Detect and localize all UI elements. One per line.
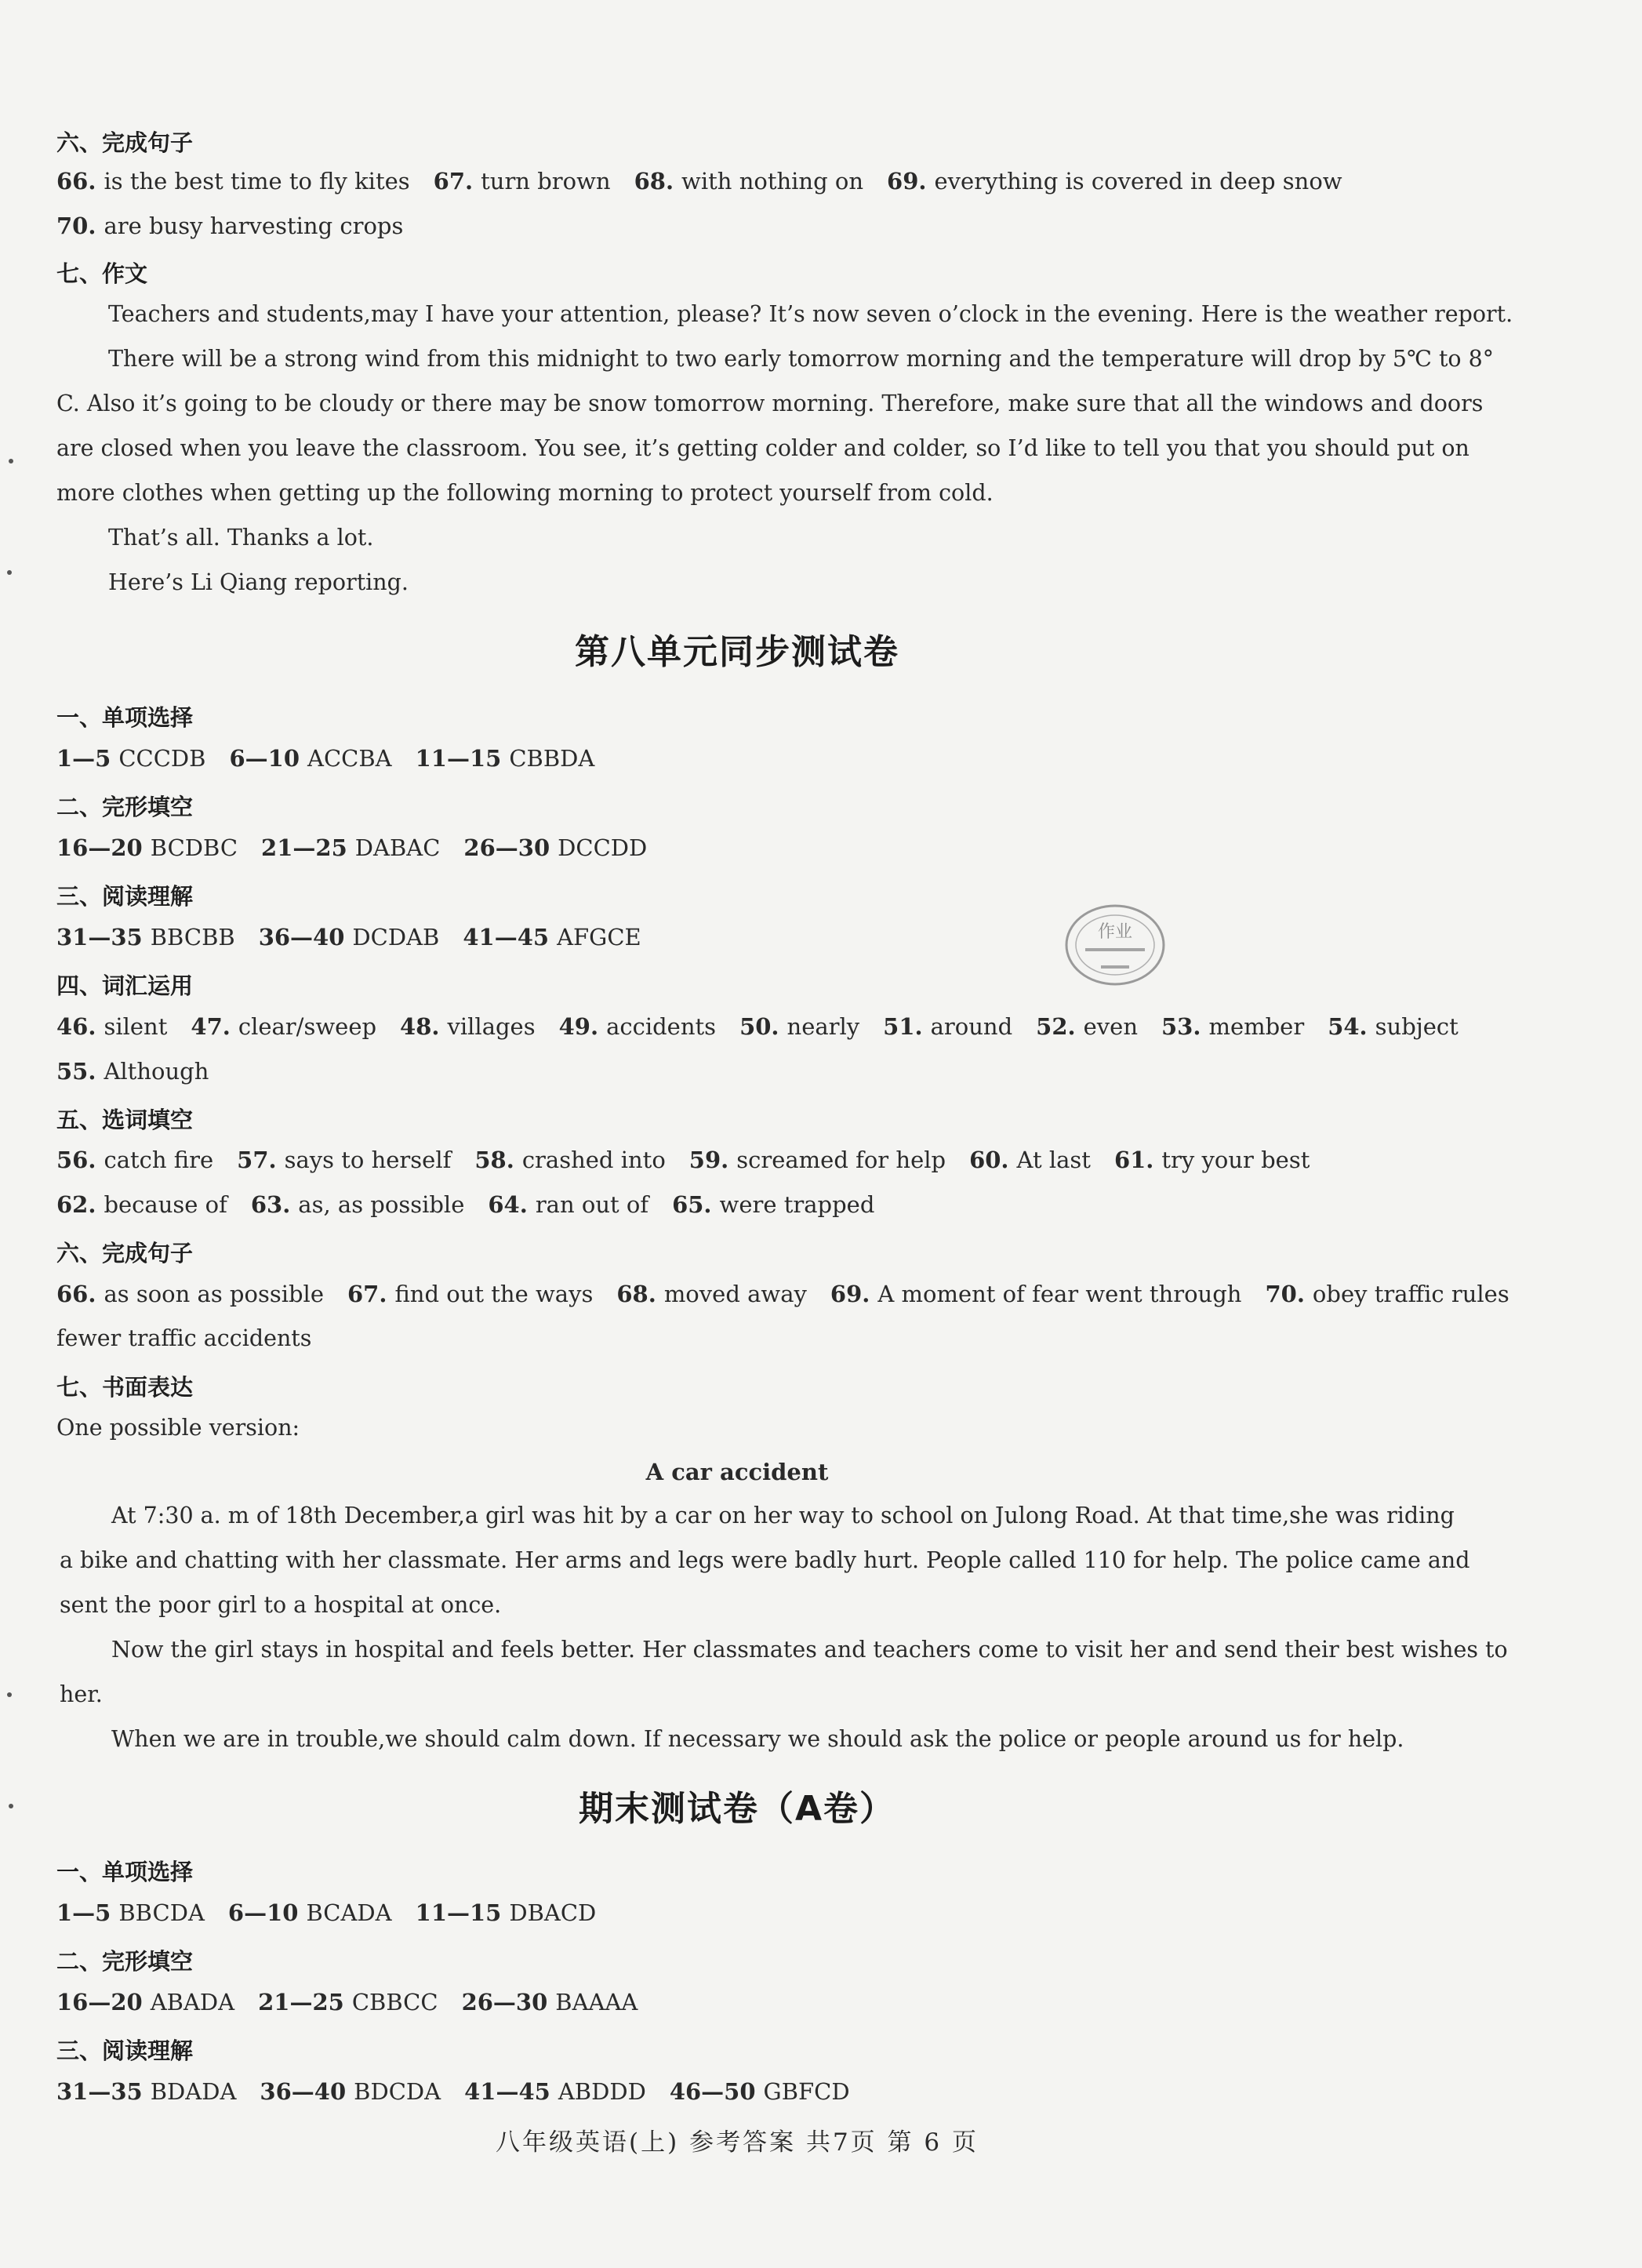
- essay-line: are closed when you leave the classroom. You see, it’s getting colder and colder, so I’d like to tell you that you should put on: [56, 435, 1469, 461]
- item-answer: turn brown: [481, 168, 611, 194]
- answer-line: [56, 213, 427, 239]
- item-answer: because of: [104, 1191, 227, 1218]
- item-answer: DCDAB: [352, 924, 440, 950]
- section-heading: 六、完成句子: [56, 129, 194, 156]
- item-answer: says to herself: [284, 1147, 452, 1173]
- answer-line: [56, 924, 665, 950]
- item-number: 67.: [347, 1281, 387, 1307]
- item-answer: CCCDB: [118, 745, 206, 772]
- item-answer: accidents: [606, 1013, 717, 1040]
- essay-line: C. Also it’s going to be cloudy or there may be snow tomorrow morning. Therefore, make sure that all the windows and doors: [56, 391, 1484, 416]
- item-answer: CBBCC: [351, 1989, 438, 2015]
- item-answer: BBCDA: [118, 1899, 205, 1926]
- item-answer: ABADA: [150, 1989, 235, 2015]
- item-number: 46.: [56, 1013, 96, 1040]
- item-number: 68.: [616, 1281, 656, 1307]
- item-answer: were trapped: [719, 1191, 875, 1218]
- item-number: 41—45: [464, 2078, 550, 2105]
- item-answer: subject: [1375, 1013, 1459, 1040]
- item-number: 6—10: [229, 745, 300, 772]
- essay-line: That’s all. Thanks a lot.: [108, 525, 374, 551]
- item-number: 67.: [433, 168, 474, 194]
- item-number: 70.: [1265, 1281, 1305, 1307]
- item-answer: DABAC: [354, 834, 441, 861]
- item-answer: ACCBA: [307, 745, 392, 772]
- section-heading: 四、词汇运用: [56, 972, 194, 999]
- item-number: 21—25: [258, 1989, 344, 2015]
- item-number: 57.: [237, 1147, 277, 1173]
- item-number: 66.: [56, 1281, 96, 1307]
- item-number: 59.: [688, 1147, 729, 1173]
- item-number: 16—20: [56, 834, 143, 861]
- item-number: 11—15: [415, 745, 502, 772]
- item-number: 52.: [1036, 1013, 1076, 1040]
- item-number: 21—25: [261, 834, 347, 861]
- item-answer: screamed for help: [736, 1147, 946, 1173]
- item-answer: Although: [104, 1058, 209, 1085]
- item-number: 36—40: [258, 924, 345, 950]
- item-number: 55.: [56, 1058, 96, 1085]
- stamp-text: 作业: [1097, 922, 1133, 942]
- item-number: 36—40: [260, 2078, 347, 2105]
- item-number: 1—5: [56, 745, 111, 772]
- item-answer: BCDBC: [150, 834, 238, 861]
- essay-line: her.: [60, 1681, 103, 1707]
- essay-line: At 7:30 a. m of 18th December,a girl was hit by a car on her way to school on Julong Road. At that time,she was riding: [111, 1503, 1455, 1528]
- item-answer: ABDDD: [558, 2078, 646, 2105]
- item-number: 61.: [1113, 1147, 1154, 1173]
- essay-line: When we are in trouble,we should calm down. If necessary we should ask the police or people around us for help.: [111, 1726, 1404, 1752]
- answer-line: [56, 1899, 619, 1926]
- essay-line: more clothes when getting up the following morning to protect yourself from cold.: [56, 480, 994, 506]
- essay-title: A car accident: [645, 1459, 829, 1485]
- item-answer: even: [1083, 1013, 1138, 1040]
- item-answer: moved away: [663, 1281, 807, 1307]
- item-answer: everything is covered in deep snow: [934, 168, 1342, 194]
- final-title: 期末测试卷（A卷）: [578, 1789, 896, 1829]
- item-number: 60.: [969, 1147, 1009, 1173]
- section-heading: 一、单项选择: [56, 704, 194, 731]
- item-answer: as soon as possible: [104, 1281, 324, 1307]
- essay-line: sent the poor girl to a hospital at once.: [60, 1592, 502, 1618]
- answer-line: [56, 1147, 1333, 1173]
- item-answer: catch fire: [104, 1147, 214, 1173]
- item-number: 69.: [830, 1281, 870, 1307]
- essay-line: Now the girl stays in hospital and feels better. Her classmates and teachers come to visit her and send their best wishes to: [111, 1637, 1508, 1663]
- item-number: 48.: [400, 1013, 440, 1040]
- essay-line: Teachers and students,may I have your attention, please? It’s now seven o’clock in the evening. Here is the weather report.: [108, 301, 1513, 327]
- version-label: One possible version:: [56, 1415, 300, 1441]
- item-answer: CBBDA: [509, 745, 595, 772]
- item-answer: At last: [1016, 1147, 1091, 1173]
- item-answer: ran out of: [535, 1191, 649, 1218]
- item-number: 46—50: [669, 2078, 756, 2105]
- unit8-title: 第八单元同步测试卷: [575, 632, 899, 672]
- item-answer: obey traffic rules: [1312, 1281, 1509, 1307]
- item-answer: around: [930, 1013, 1013, 1040]
- item-answer: is the best time to fly kites: [104, 168, 410, 194]
- section-heading: 五、选词填空: [56, 1107, 194, 1133]
- item-answer: are busy harvesting crops: [104, 213, 404, 239]
- section-heading: 三、阅读理解: [56, 883, 194, 910]
- item-number: 51.: [883, 1013, 923, 1040]
- item-answer: member: [1208, 1013, 1305, 1040]
- item-answer: DCCDD: [558, 834, 648, 861]
- answer-line: [56, 1191, 898, 1218]
- item-number: 62.: [56, 1191, 96, 1218]
- item-number: 31—35: [56, 924, 143, 950]
- item-answer: AFGCE: [557, 924, 641, 950]
- item-answer: BCADA: [306, 1899, 392, 1926]
- item-number: 69.: [887, 168, 927, 194]
- section-heading: 六、完成句子: [56, 1240, 194, 1267]
- item-number: 50.: [739, 1013, 779, 1040]
- answer-line: [56, 1013, 1482, 1040]
- answer-line: [56, 1058, 232, 1085]
- answer-line: [56, 168, 1366, 194]
- item-number: 11—15: [415, 1899, 502, 1926]
- item-number: 70.: [56, 213, 96, 239]
- item-number: 31—35: [56, 2078, 143, 2105]
- item-answer: A moment of fear went through: [877, 1281, 1242, 1307]
- answer-line: [56, 2078, 874, 2105]
- item-number: 56.: [56, 1147, 96, 1173]
- answer-line: [56, 745, 618, 772]
- item-number: 66.: [56, 168, 96, 194]
- essay-line: a bike and chatting with her classmate. Her arms and legs were badly hurt. People called 110 for help. The police came and: [60, 1547, 1470, 1573]
- item-answer: nearly: [786, 1013, 860, 1040]
- item-answer: try your best: [1161, 1147, 1310, 1173]
- margin-speck: [9, 459, 13, 463]
- item-answer: DBACD: [509, 1899, 597, 1926]
- item-answer: villages: [447, 1013, 536, 1040]
- stamp-watermark-icon: [1060, 898, 1170, 992]
- essay-line: There will be a strong wind from this midnight to two early tomorrow morning and the temperature will drop by 5℃ to 8°: [108, 346, 1495, 372]
- answer-line: [56, 1281, 1533, 1307]
- essay-line: Here’s Li Qiang reporting.: [108, 569, 409, 595]
- item-number: 63.: [250, 1191, 291, 1218]
- margin-speck: [9, 1804, 13, 1808]
- section-heading: 二、完形填空: [56, 794, 194, 820]
- item-number: 54.: [1328, 1013, 1368, 1040]
- answer-line: [56, 834, 670, 861]
- item-answer: BDCDA: [354, 2078, 441, 2105]
- item-answer: silent: [104, 1013, 168, 1040]
- answer-line: [56, 1989, 661, 2015]
- item-number: 53.: [1161, 1013, 1201, 1040]
- item-answer: crashed into: [521, 1147, 666, 1173]
- item-number: 49.: [558, 1013, 599, 1040]
- item-answer: as, as possible: [298, 1191, 465, 1218]
- item-answer: GBFCD: [763, 2078, 850, 2105]
- item-number: 65.: [672, 1191, 712, 1218]
- item-answer: find out the ways: [394, 1281, 594, 1307]
- item-answer: BBCBB: [150, 924, 235, 950]
- item-number: 58.: [474, 1147, 514, 1173]
- section-heading: 一、单项选择: [56, 1859, 194, 1885]
- item-answer: clear/sweep: [238, 1013, 377, 1040]
- section-heading: 二、完形填空: [56, 1948, 194, 1975]
- item-number: 1—5: [56, 1899, 111, 1926]
- item-answer: with nothing on: [681, 168, 864, 194]
- section-heading: 七、书面表达: [56, 1374, 194, 1401]
- margin-speck: [7, 1692, 12, 1697]
- item-number: 64.: [488, 1191, 528, 1218]
- margin-speck: [7, 570, 12, 575]
- section-heading: 三、阅读理解: [56, 2037, 194, 2064]
- item-answer: BDADA: [150, 2078, 237, 2105]
- item-number: 6—10: [227, 1899, 299, 1926]
- section-heading: 七、作文: [56, 260, 148, 287]
- answer-line: fewer traffic accidents: [56, 1325, 312, 1351]
- item-number: 68.: [634, 168, 674, 194]
- item-number: 16—20: [56, 1989, 143, 2015]
- item-number: 47.: [191, 1013, 231, 1040]
- item-number: 41—45: [463, 924, 550, 950]
- item-number: 26—30: [463, 834, 550, 861]
- item-number: 26—30: [461, 1989, 548, 2015]
- page-footer: 八年级英语(上) 参考答案 共7页 第 6 页: [496, 2128, 979, 2157]
- item-answer: BAAAA: [555, 1989, 638, 2015]
